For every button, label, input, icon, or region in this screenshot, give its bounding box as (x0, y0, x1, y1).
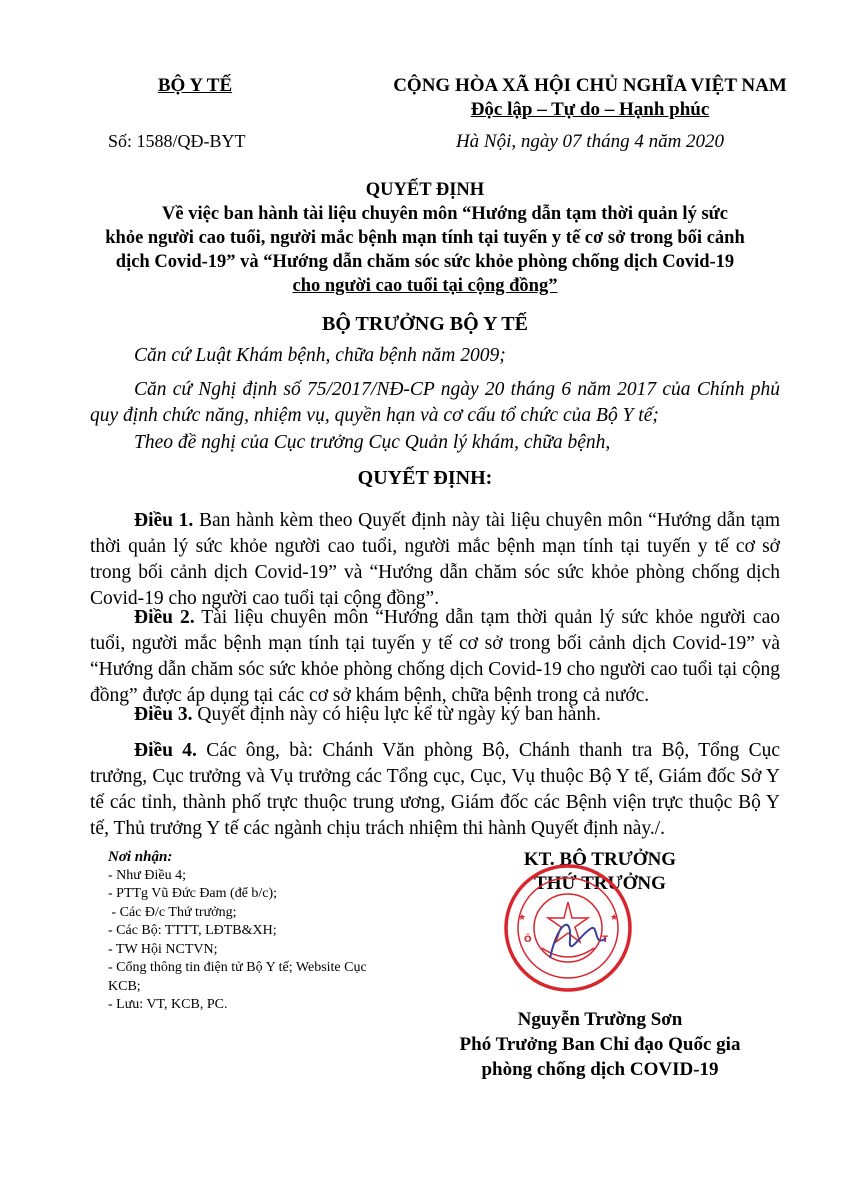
recipient-item: - TW Hội NCTVN; (108, 941, 218, 957)
article-text: Ban hành kèm theo Quyết định này tài liệu chuyên môn “Hướng dẫn tạm thời quản lý sức khỏe người cao tuổi, người mắc bệnh mạn tính tại tuyến y tế cơ sở trong bối cảnh dịch Covid-19” và “Hướng dẫn chăm sóc sức khỏe phòng chống dịch Covid-19 cho người cao tuổi tại cộng đồng”. (90, 510, 780, 609)
subject-line: cho người cao tuổi tại cộng đồng” (292, 276, 558, 296)
recipient-item: - Các Bộ: TTTT, LĐTB&XH; (108, 923, 277, 938)
signer-title-line: phòng chống dịch COVID-19 (481, 1059, 719, 1080)
recipient-item: - Như Điều 4; (108, 867, 186, 883)
signer-block (440, 1007, 760, 1082)
article-text: Các ông, bà: Chánh Văn phòng Bộ, Chánh thanh tra Bộ, Tổng Cục trưởng, Cục trưởng và Vụ trưởng các Tổng cục, Cục, Vụ thuộc Bộ Y tế, Giám đốc Sở Y tế các tỉnh, thành phố trực thuộc trung ương, Giám đốc các Bệnh viện trực thuộc Bộ Y tế, Thủ trưởng Y tế các ngành chịu trách nhiệm thi hành Quyết định này./. (90, 740, 780, 839)
authority-heading: BỘ TRƯỞNG BỘ Y TẾ (322, 313, 528, 335)
national-header-block (380, 74, 800, 122)
decide-heading: QUYẾT ĐỊNH: (357, 467, 493, 489)
article-text: Tài liệu chuyên môn “Hướng dẫn tạm thời quản lý sức khỏe người cao tuổi, người mắc bệnh mạn tính tại tuyến y tế cơ sở trong bối cảnh dịch Covid-19” và “Hướng dẫn chăm sóc sức khỏe phòng chống dịch Covid-19 cho người cao tuổi tại cộng đồng” được áp dụng tại các cơ sở khám bệnh, chữa bệnh trong cả nước. (90, 607, 780, 706)
recipients-block (108, 848, 408, 1015)
recipients-title: Nơi nhận: (108, 849, 173, 865)
subject-line: khỏe người cao tuổi, người mắc bệnh mạn tính tại tuyến y tế cơ sở trong bối cảnh (105, 228, 745, 248)
signer-title-line: Phó Trưởng Ban Chỉ đạo Quốc gia (459, 1034, 741, 1055)
article-2 (90, 605, 780, 709)
official-seal-stamp (502, 862, 634, 994)
svg-text:★: ★ (518, 913, 527, 923)
decision-title-block (100, 178, 750, 298)
handwritten-signature (550, 925, 606, 958)
national-title: CỘNG HÒA XÃ HỘI CHỦ NGHĨA VIỆT NAM (393, 75, 787, 96)
legal-basis-text: Căn cứ Luật Khám bệnh, chữa bệnh năm 2009; (134, 345, 506, 366)
subject-line: Về việc ban hành tài liệu chuyên môn “Hướng dẫn tạm thời quản lý sức (162, 204, 728, 224)
signer-role-primary: KT. BỘ TRƯỞNG (523, 849, 677, 870)
legal-basis (90, 377, 780, 429)
decision-heading: QUYẾT ĐỊNH (365, 180, 485, 200)
issuing-agency-block (110, 74, 280, 98)
legal-basis (90, 430, 780, 456)
recipient-item: - Lưu: VT, KCB, PC. (108, 997, 228, 1012)
article-4 (90, 738, 780, 842)
document-date: Hà Nội, ngày 07 tháng 4 năm 2020 (455, 131, 725, 152)
recipient-item: - Các Đ/c Thứ trưởng; (108, 904, 237, 920)
svg-text:T: T (602, 935, 609, 945)
article-label: Điều 1. (134, 510, 194, 531)
signer-name: Nguyễn Trường Sơn (517, 1009, 683, 1030)
recipients-list (108, 867, 408, 1015)
article-text: Quyết định này có hiệu lực kể từ ngày ký ban hành. (192, 704, 601, 725)
article-label: Điều 3. (134, 704, 193, 725)
signer-role-secondary: THỨ TRƯỞNG (534, 873, 666, 894)
document-number: Số: 1588/QĐ-BYT (108, 131, 246, 151)
subject-line: dịch Covid-19” và “Hướng dẫn chăm sóc sức khỏe phòng chống dịch Covid-19 (115, 252, 735, 272)
article-3 (90, 702, 780, 728)
issuing-agency: BỘ Y TẾ (157, 75, 233, 96)
article-label: Điều 4. (134, 740, 197, 761)
article-1 (90, 508, 780, 612)
recipient-item: - PTTg Vũ Đức Đam (để b/c); (108, 886, 278, 901)
svg-text:★: ★ (610, 913, 619, 923)
legal-basis-text: Căn cứ Nghị định số 75/2017/NĐ-CP ngày 20 tháng 6 năm 2017 của Chính phủ quy định chức năng, nhiệm vụ, quyền hạn và cơ cấu tổ chức của Bộ Y tế; (90, 379, 780, 426)
legal-basis-text: Theo đề nghị của Cục trưởng Cục Quản lý khám, chữa bệnh, (134, 432, 611, 453)
article-label: Điều 2. (134, 607, 195, 628)
recipient-item: - Cổng thông tin điện tử Bộ Y tế; Website Cục KCB; (108, 960, 367, 994)
svg-text:Ô: Ô (524, 935, 532, 945)
legal-basis (90, 343, 780, 369)
national-motto: Độc lập – Tự do – Hạnh phúc (470, 99, 710, 120)
